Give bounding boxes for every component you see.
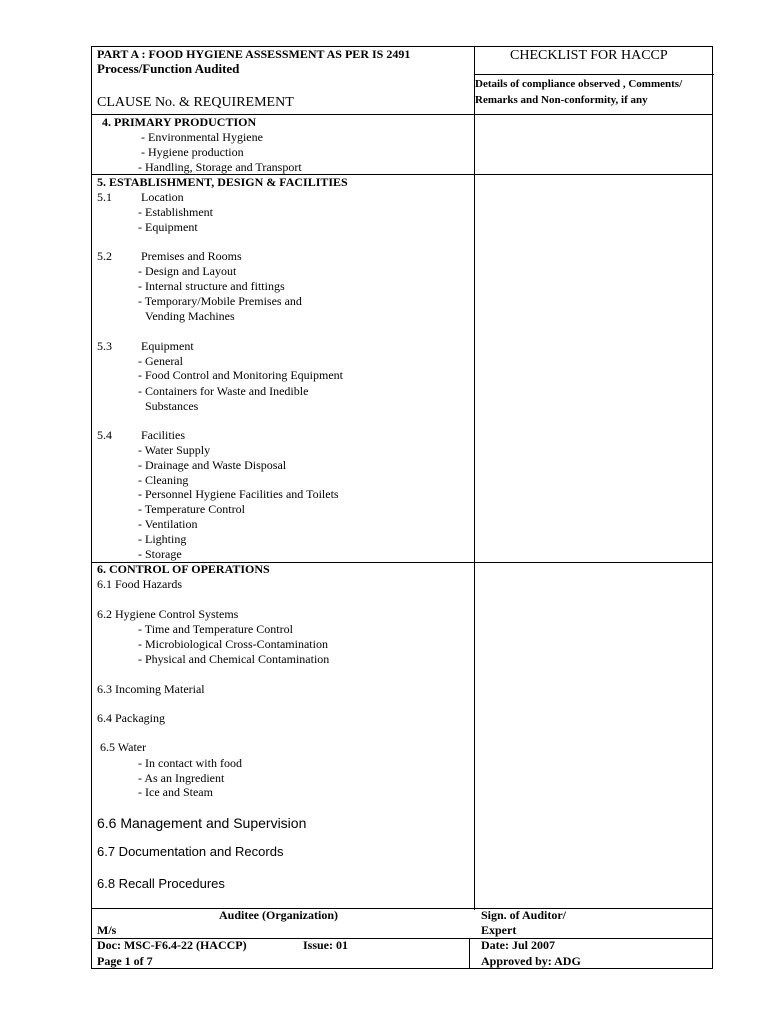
details-heading: Details of compliance observed , Comments/ xyxy=(475,78,683,90)
clause-title: 6.5 Water xyxy=(100,740,147,754)
section-4-title: 4. PRIMARY PRODUCTION xyxy=(102,115,257,129)
process-label: Process/Function Audited xyxy=(97,61,240,76)
part-title: PART A : FOOD HYGIENE ASSESSMENT AS PER IS 2491 xyxy=(97,47,411,61)
list-item: - General xyxy=(138,354,183,368)
clause-number: 5.2 xyxy=(97,249,112,263)
list-item: - Food Control and Monitoring Equipment xyxy=(138,368,343,382)
auditee-ms: M/s xyxy=(97,923,117,937)
doc-date: Date: Jul 2007 xyxy=(481,938,555,952)
clause-title: 6.1 Food Hazards xyxy=(97,577,182,591)
clause-title: 6.7 Documentation and Records xyxy=(97,844,284,859)
list-item: - Handling, Storage and Transport xyxy=(138,160,302,174)
auditor-sign-label: Expert xyxy=(481,923,517,937)
clause-title: 6.3 Incoming Material xyxy=(97,682,205,696)
clause-title: 6.4 Packaging xyxy=(97,711,165,725)
clause-number: 5.3 xyxy=(97,339,112,353)
row-divider xyxy=(92,908,712,909)
clause-title: Location xyxy=(141,190,184,204)
header-sub-divider xyxy=(474,74,714,75)
list-item: - Cleaning xyxy=(138,473,189,487)
clause-title: 6.6 Management and Supervision xyxy=(97,815,307,831)
page-number: Page 1 of 7 xyxy=(97,954,153,968)
auditor-sign-label: Sign. of Auditor/ xyxy=(481,908,567,922)
section-6-title: 6. CONTROL OF OPERATIONS xyxy=(97,562,270,576)
list-item: - Internal structure and fittings xyxy=(138,279,285,293)
list-item: - Time and Temperature Control xyxy=(138,622,293,636)
clause-title: 6.2 Hygiene Control Systems xyxy=(97,607,239,621)
list-item: - Storage xyxy=(138,547,182,561)
auditee-label: Auditee (Organization) xyxy=(219,908,338,922)
issue-number: Issue: 01 xyxy=(303,938,349,952)
list-item: - Equipment xyxy=(138,220,198,234)
section-5-title: 5. ESTABLISHMENT, DESIGN & FACILITIES xyxy=(97,175,348,189)
list-item: - In contact with food xyxy=(138,756,242,770)
list-item: - Environmental Hygiene xyxy=(141,130,263,144)
list-item: Vending Machines xyxy=(145,309,235,323)
list-item: - Microbiological Cross-Contamination xyxy=(138,637,328,651)
clause-number: 5.1 xyxy=(97,190,112,204)
clause-heading: CLAUSE No. & REQUIREMENT xyxy=(97,95,294,110)
list-item: - Containers for Waste and Inedible xyxy=(138,384,309,398)
list-item: - Temporary/Mobile Premises and xyxy=(138,294,302,308)
list-item: - Water Supply xyxy=(138,443,211,457)
clause-title: 6.8 Recall Procedures xyxy=(97,876,225,891)
approved-by: Approved by: ADG xyxy=(481,954,581,968)
clause-number: 5.4 xyxy=(97,428,112,442)
clause-title: Premises and Rooms xyxy=(141,249,242,263)
list-item: - Personnel Hygiene Facilities and Toilets xyxy=(138,487,339,501)
list-item: - Temperature Control xyxy=(138,502,245,516)
list-item: - As an Ingredient xyxy=(138,771,225,785)
list-item: - Establishment xyxy=(138,205,213,219)
column-divider xyxy=(474,47,475,910)
clause-title: Facilities xyxy=(141,428,185,442)
list-item: - Ice and Steam xyxy=(138,785,213,799)
list-item: - Lighting xyxy=(138,532,187,546)
list-item: Substances xyxy=(145,399,199,413)
footer-column-divider xyxy=(469,938,470,969)
list-item: - Ventilation xyxy=(138,517,198,531)
clause-title: Equipment xyxy=(141,339,194,353)
checklist-title: CHECKLIST FOR HACCP xyxy=(510,48,668,63)
list-item: - Drainage and Waste Disposal xyxy=(138,458,287,472)
list-item: - Hygiene production xyxy=(141,145,244,159)
details-heading: Remarks and Non-conformity, if any xyxy=(475,94,648,106)
list-item: - Physical and Chemical Contamination xyxy=(138,652,330,666)
list-item: - Design and Layout xyxy=(138,264,237,278)
doc-number: Doc: MSC-F6.4-22 (HACCP) xyxy=(97,938,247,952)
